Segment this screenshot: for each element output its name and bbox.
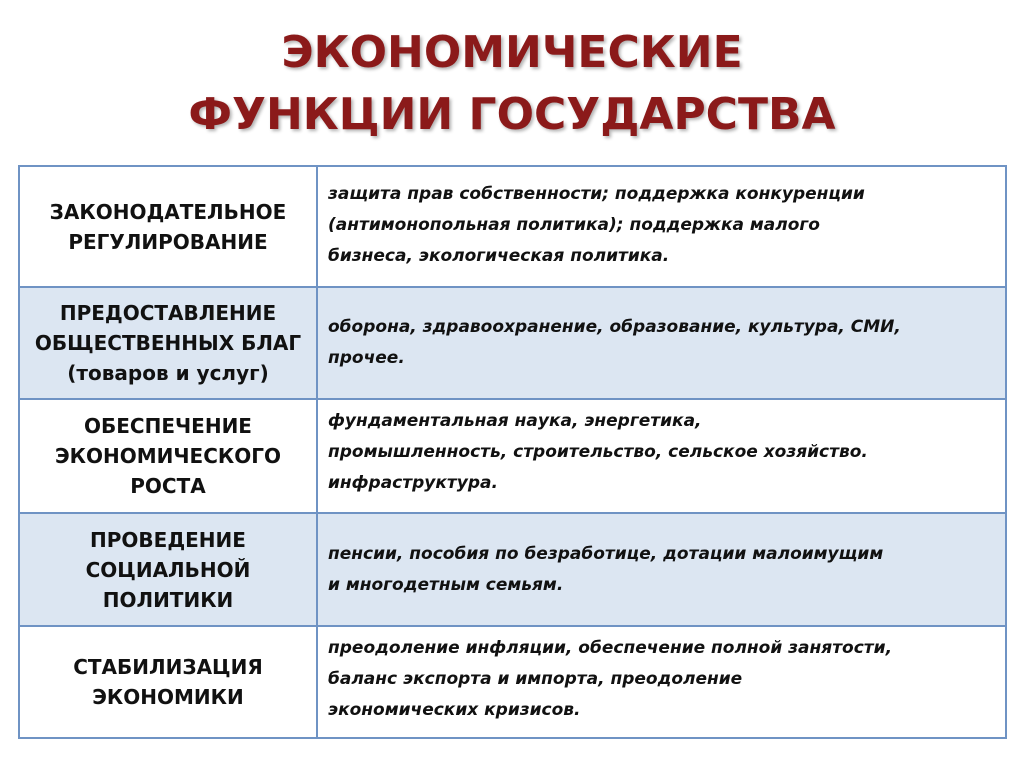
function-label: РОСТА bbox=[130, 474, 206, 498]
functions-table bbox=[18, 165, 1007, 739]
description-cell bbox=[317, 166, 1006, 287]
function-cell bbox=[19, 626, 317, 738]
table-row bbox=[19, 513, 1006, 626]
function-cell bbox=[19, 287, 317, 399]
page-title bbox=[0, 22, 1024, 146]
description-text: пенсии, пособия по безработице, дотации малоимущим bbox=[328, 543, 884, 564]
function-label: ОБЩЕСТВЕННЫХ БЛАГ bbox=[34, 331, 302, 355]
description-cell bbox=[317, 399, 1006, 513]
description-text: фундаментальная наука, энергетика, bbox=[328, 411, 702, 431]
description-text: защита прав собственности; поддержка конкуренции bbox=[328, 184, 865, 204]
function-label: ЗАКОНОДАТЕЛЬНОЕ bbox=[49, 199, 287, 224]
description-text: бизнеса, экологическая политика. bbox=[328, 246, 670, 266]
description-cell bbox=[317, 626, 1006, 738]
title-line-2: ФУНКЦИИ ГОСУДАРСТВА bbox=[188, 89, 836, 140]
table-row bbox=[19, 287, 1006, 399]
table-row bbox=[19, 626, 1006, 738]
function-label: СОЦИАЛЬНОЙ bbox=[85, 557, 251, 582]
table-row bbox=[19, 399, 1006, 513]
description-text: инфраструктура. bbox=[328, 473, 498, 493]
function-cell bbox=[19, 166, 317, 287]
function-label: ПРОВЕДЕНИЕ bbox=[90, 527, 246, 552]
function-label: СТАБИЛИЗАЦИЯ bbox=[73, 655, 263, 679]
function-label: ЭКОНОМИЧЕСКОГО bbox=[54, 444, 281, 468]
description-text: (антимонопольная политика); поддержка малого bbox=[328, 215, 820, 235]
description-text: прочее. bbox=[328, 348, 405, 368]
description-cell bbox=[317, 287, 1006, 399]
description-text: преодоление инфляции, обеспечение полной занятости, bbox=[328, 638, 893, 658]
function-cell bbox=[19, 513, 317, 626]
function-label: ПОЛИТИКИ bbox=[102, 587, 234, 612]
description-text: баланс экспорта и импорта, преодоление bbox=[328, 669, 743, 689]
description-text: промышленность, строительство, сельское хозяйство. bbox=[328, 442, 868, 462]
function-label: РЕГУЛИРОВАНИЕ bbox=[68, 229, 268, 254]
description-text: экономических кризисов. bbox=[328, 700, 581, 720]
title-line-1: ЭКОНОМИЧЕСКИЕ bbox=[281, 27, 743, 78]
function-label: (товаров и услуг) bbox=[67, 361, 269, 385]
function-label: ЭКОНОМИКИ bbox=[92, 685, 244, 709]
description-cell bbox=[317, 513, 1006, 626]
table-row bbox=[19, 166, 1006, 287]
function-label: ОБЕСПЕЧЕНИЕ bbox=[84, 414, 252, 438]
function-cell bbox=[19, 399, 317, 513]
description-text: и многодетным семьям. bbox=[328, 574, 564, 595]
function-label: ПРЕДОСТАВЛЕНИЕ bbox=[59, 301, 277, 325]
description-text: оборона, здравоохранение, образование, культура, СМИ, bbox=[328, 317, 901, 337]
